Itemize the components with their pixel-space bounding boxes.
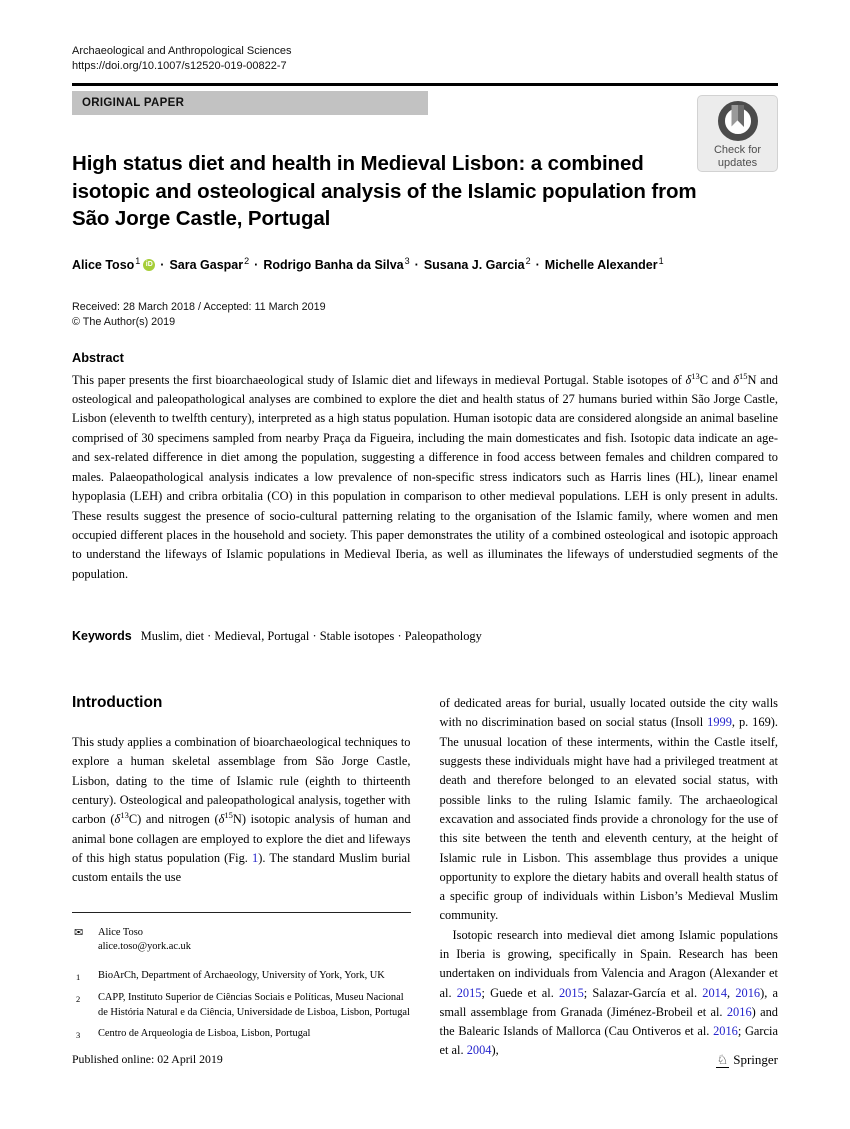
introduction-paragraph-2 [440,694,779,926]
doi-link[interactable]: https://doi.org/10.1007/s12520-019-00822-7 [72,60,287,72]
abstract-body [72,371,778,584]
author-name: Alice Toso [72,257,135,272]
citation-link[interactable]: 2004 [466,1043,492,1058]
keywords-row [72,629,778,644]
footnote-block [72,912,411,1043]
text-run: This paper presents the first bioarchaeological study of Islamic diet and lifeways in medieval Portugal. Stable isotopes of [72,372,686,387]
affiliation-number: 3 [76,1030,81,1040]
crossmark-icon [718,101,758,141]
superscript-text: 15 [739,370,748,381]
citation-link[interactable]: 2016 [726,1004,752,1019]
author-name: Susana J. Garcia [423,257,525,272]
keywords-label: Keywords [72,629,132,644]
body-columns [72,694,778,1061]
text-run: C and [699,372,734,387]
author-affiliation-sup: 2 [525,255,531,266]
text-run: This study applies a combination of bioarchaeological techniques to explore a human skeletal assemblage from São Jorge Castle, Lisbon, dating to the time of Islamic rule (eighth to thirteenth century). Osteological and paleopathological analysis, together with carbon ( [72,735,411,827]
citation-link[interactable]: 2015 [558,985,584,1000]
published-online: Published online: 02 April 2019 [72,1052,223,1066]
affiliation-item [72,991,411,1020]
article-title: High status diet and health in Medieval Lisbon: a combined isotopic and osteological analysis of the Islamic population from São Jorge Castle, Portugal [72,152,697,230]
author [72,255,155,272]
affiliation-number: 1 [76,971,81,982]
article-type-label: ORIGINAL PAPER [82,97,185,109]
text-run: N and osteological and paleopathological analyses are combined to explore the diet and health status of 27 humans buried within São Jorge Castle, Lisbon (eleventh to twelfth century), interpreted as a high status population. Human isotopic data are considered alongside an animal baseline comprised of 30 specimens sampled from nearby Praça da Figueira, including the main domesticates and fish. Isotopic data indicate an age- and sex-related difference in diet among the population, suggesting a difference in food access between females and children compared to males. Palaeopathological analysis indicates a low prevalence of non-specific stress indicators such as Harris lines (HL), linear enamel hypoplasia (LEH) and cribra orbitalia (CO) in this population in comparison to other medieval populations. LEH is only present in adults. These results suggest the presence of socio-cultural patterning relating to the organisation of the Islamic family, where women and men occupied different places in the household and society. This paper demonstrates the utility of a combined osteological and isotopic approach to understand the lifeways of Islamic populations in Medieval Iberia, as well as illuminates the lifeways of understudied segments of the population. [72,372,779,581]
text-run: Isotopic research into medieval diet among Islamic populations in Iberia is growing, specifically in Spain. Research has been undertaken on individuals from Valencia and Aragon (Alexander et al. [439,927,778,1000]
affiliation-number: 2 [76,994,81,1004]
orcid-icon[interactable]: iD [143,259,155,271]
text-run: δ [114,812,121,827]
affiliation-item [72,1027,411,1043]
dates-block [72,300,778,330]
correspondence-name: Alice Toso [98,926,143,938]
text-run: N) isotopic analysis of human and animal bone collagen are employed to explore the diet and lifeways of this high status population (Fig. [72,812,411,865]
correspondence [72,926,411,955]
author-separator: · [414,257,419,272]
left-column [72,694,411,1061]
text-run: of dedicated areas for burial, usually located outside the city walls with no discrimination based on social status (Insoll [439,696,778,730]
superscript-text: 15 [224,810,233,821]
affiliation-text: CAPP, Instituto Superior de Ciências Sociais e Políticas, Museu Nacional de História Natural e da Ciência, Universidade de Lisboa, Lisbon, Portugal [98,992,410,1018]
affiliation-list [72,969,411,1043]
received-accepted-line: Received: 28 March 2018 / Accepted: 11 March 2019 [72,300,326,313]
article-type-bar [72,91,428,115]
keywords-text: Muslim, diet · Medieval, Portugal · Stable isotopes · Paleopathology [140,629,482,644]
author [263,255,410,272]
text-run: ; Salazar-García et al. [583,985,703,1000]
springer-logo [716,1052,778,1068]
text-run: δ [685,372,692,387]
check-updates-text-2: updates [717,156,758,169]
superscript-text: 13 [120,810,129,821]
footnote-rule [72,912,411,913]
affiliation-item [72,969,411,985]
check-updates-text-1: Check for [713,144,762,156]
author-separator: · [254,257,259,272]
author-affiliation-sup: 1 [658,255,664,266]
introduction-paragraph-1 [72,733,411,887]
affiliation-text: Centro de Arqueologia de Lisboa, Lisbon, Portugal [98,1028,311,1039]
springer-wordmark: Springer [733,1052,778,1067]
correspondence-details [98,926,191,955]
affiliation-text: BioArCh, Department of Archaeology, University of York, York, UK [98,969,385,981]
text-run: , p. 169). The unusual location of these interments, within the Castle itself, suggests these individuals might have had a privileged treatment at death and therefore belonged to an elevated social status, with possible links to the ruling Islamic family. The archaeological excavation and associated finds provide a chronology for the use of this site between the tenth and eleventh century, at the height of Islamic rule in Lisbon. This assemblage thus provides a unique opportunity to explore the dietary habits and overall health status of a specific group of individuals within Lisbon’s Medieval Muslim community. [439,715,778,923]
author-affiliation-sup: 2 [244,255,250,266]
citation-link[interactable]: 2015 [456,985,482,1000]
springer-knight-icon: ♘ [716,1051,729,1067]
bookmark-ribbon-icon [731,105,744,127]
journal-name: Archaeological and Anthropological Sciences [72,45,292,57]
text-run: C) and nitrogen ( [128,812,219,827]
author-separator: · [535,257,540,272]
journal-header [72,44,778,74]
superscript-text: 13 [691,370,700,381]
author-name: Michelle Alexander [544,257,658,272]
citation-link[interactable]: 2016 [735,985,761,1000]
author [423,255,531,272]
text-run: , [727,985,736,1000]
text-run: ), [491,1043,499,1058]
citation-link[interactable]: 1 [252,850,259,865]
author-name: Rodrigo Banha da Silva [263,257,404,272]
copyright-line: © The Author(s) 2019 [72,315,176,328]
author-affiliation-sup: 1 [135,255,141,266]
envelope-icon: ✉ [74,926,84,939]
header-rule [72,83,778,86]
text-run: δ [733,372,739,387]
introduction-paragraph-3 [440,926,779,1061]
author-affiliation-sup: 3 [404,255,410,266]
text-run: ), a small assemblage from Granada (Jiménez-Brobeil et al. [439,985,779,1019]
author-name: Sara Gaspar [169,257,244,272]
text-run: ; Guede et al. [481,985,559,1000]
author [169,255,250,272]
text-run: ) and the Balearic Islands of Mallorca (Cau Ontiveros et al. [439,1004,778,1039]
right-column [440,694,779,1061]
citation-link[interactable]: 2014 [702,985,728,1000]
correspondence-email[interactable]: alice.toso@york.ac.uk [98,941,191,952]
page-footer [72,1052,778,1068]
author [544,255,664,272]
text-run: ). The standard Muslim burial custom entails the use [72,850,411,885]
text-run: ; Garcia et al. [439,1024,778,1058]
author-list [72,256,778,272]
abstract-heading: Abstract [72,349,124,365]
text-run: δ [218,812,225,827]
check-for-updates-badge[interactable] [697,95,778,172]
author-separator: · [160,257,165,272]
citation-link[interactable]: 1999 [707,715,732,730]
citation-link[interactable]: 2016 [713,1024,738,1039]
introduction-heading: Introduction [72,694,163,712]
